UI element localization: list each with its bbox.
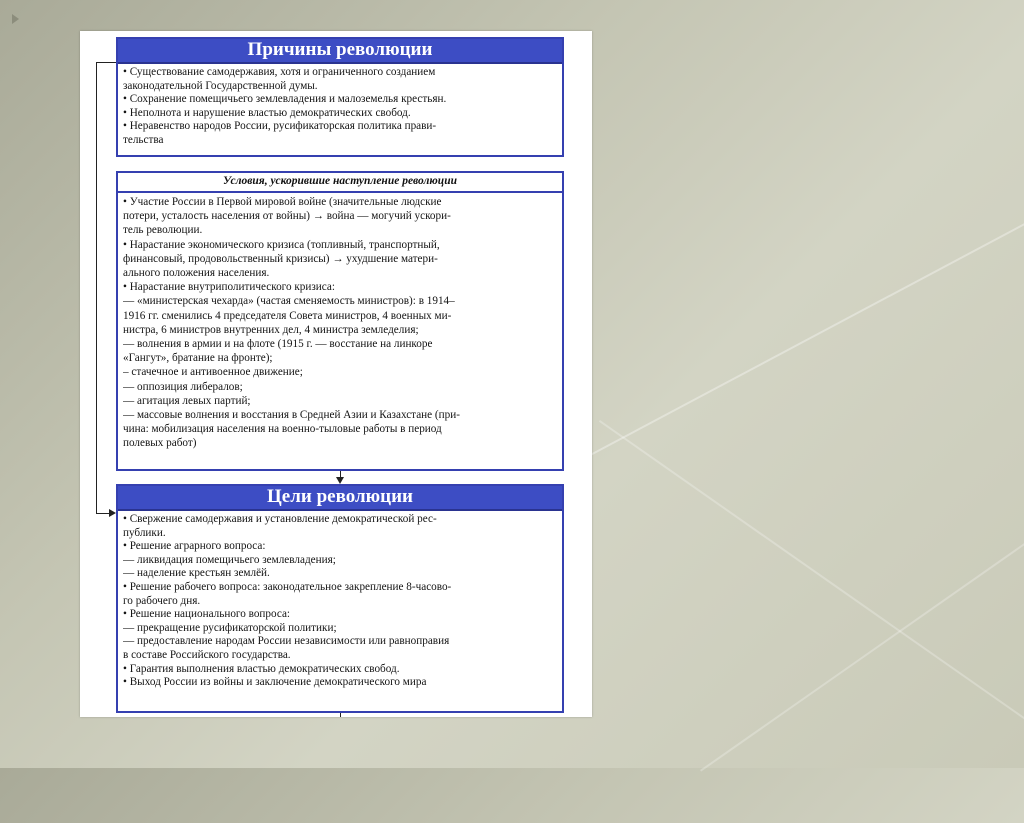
conditions-line: — оппозиция либералов; xyxy=(123,380,243,393)
conditions-line: • Участие России в Первой мировой войне (значительные людские xyxy=(123,196,442,208)
goals-line: — ликвидация помещичьего землевладения; xyxy=(123,553,336,566)
conditions-line: чина: мобилизация населения на военно-тыловые работы в период xyxy=(123,423,442,436)
causes-line: • Существование самодержавия, хотя и ограниченного созданием xyxy=(123,66,436,78)
background-stripe xyxy=(700,483,1024,771)
conditions-box xyxy=(116,171,564,471)
goals-line: • Решение рабочего вопроса: законодательное закрепление 8-часово- xyxy=(123,580,452,593)
conditions-line: — массовые волнения и восстания в Средней Азии и Казахстане (при- xyxy=(123,409,460,422)
slide-content xyxy=(80,31,592,717)
corner-marker xyxy=(12,14,19,24)
connector-left-vertical xyxy=(96,62,97,513)
background-stripe xyxy=(599,420,1024,823)
conditions-title: Условия, ускорившие наступление революции xyxy=(118,173,562,193)
conditions-line: 1916 гг. сменились 4 председателя Совета министров, 4 военных ми- xyxy=(123,309,452,322)
goals-line: публики. xyxy=(123,526,166,539)
causes-list xyxy=(118,64,562,148)
goals-line: • Выход России из войны и заключение демократического мира xyxy=(123,676,427,689)
goals-list xyxy=(118,511,562,690)
conditions-line: • Нарастание внутриполитического кризиса: xyxy=(123,281,335,294)
causes-line: • Сохранение помещичьего землевладения и малоземелья крестьян. xyxy=(123,93,447,106)
causes-line: законодательной Государственной думы. xyxy=(123,79,318,92)
connector-bottom-stub xyxy=(340,713,341,717)
conditions-line: • Нарастание экономического кризиса (топливный, транспортный, xyxy=(123,238,440,251)
causes-line: тельства xyxy=(123,133,164,146)
conditions-line: ального положения населения. xyxy=(123,267,270,280)
causes-line: • Неравенство народов России, русификаторская политика прави- xyxy=(123,120,437,133)
goals-line: в составе Российского государства. xyxy=(123,648,291,661)
goals-line: — наделение крестьян землёй. xyxy=(123,567,270,580)
connector-top-horizontal xyxy=(96,62,116,63)
goals-line: • Решение национального вопроса: xyxy=(123,608,291,621)
arrow-right-icon xyxy=(109,509,116,517)
goals-box xyxy=(116,484,564,713)
goals-line: • Свержение самодержавия и установление демократической рес- xyxy=(123,513,437,525)
connector-bottom-horizontal xyxy=(96,513,110,514)
conditions-line: – стачечное и антивоенное движение; xyxy=(123,366,303,379)
conditions-list xyxy=(118,193,562,451)
goals-line: — прекращение русификаторской политики; xyxy=(123,621,337,634)
conditions-line: — волнения в армии и на флоте (1915 г. — восстание на линкоре xyxy=(123,338,433,351)
conditions-line: — «министерская чехарда» (частая сменяемость министров): в 1914– xyxy=(123,295,455,308)
conditions-line: полевых работ) xyxy=(123,437,197,450)
goals-line: — предоставление народам России независимости или равноправия xyxy=(123,635,450,648)
causes-title: Причины революции xyxy=(118,39,562,64)
conditions-line: «Гангут», братание на фронте); xyxy=(123,352,273,365)
conditions-line: — агитация левых партий; xyxy=(123,394,251,407)
background-stripe xyxy=(560,141,1024,471)
causes-box xyxy=(116,37,564,157)
conditions-line: тель революции. xyxy=(123,224,203,237)
goals-title: Цели революции xyxy=(118,486,562,511)
arrow-down-icon xyxy=(336,477,344,484)
conditions-line: финансовый, продовольственный кризисы) → ухудшение матери- xyxy=(123,252,438,265)
goals-line: • Гарантия выполнения властью демократических свобод. xyxy=(123,662,400,675)
causes-line: • Неполнота и нарушение властью демократических свобод. xyxy=(123,106,411,119)
goals-line: го рабочего дня. xyxy=(123,594,201,607)
conditions-line: потери, усталость населения от войны) → война — могучий ускори- xyxy=(123,210,451,223)
goals-line: • Решение аграрного вопроса: xyxy=(123,540,266,553)
conditions-line: нистра, 6 министров внутренних дел, 4 министра земледелия; xyxy=(123,323,419,336)
